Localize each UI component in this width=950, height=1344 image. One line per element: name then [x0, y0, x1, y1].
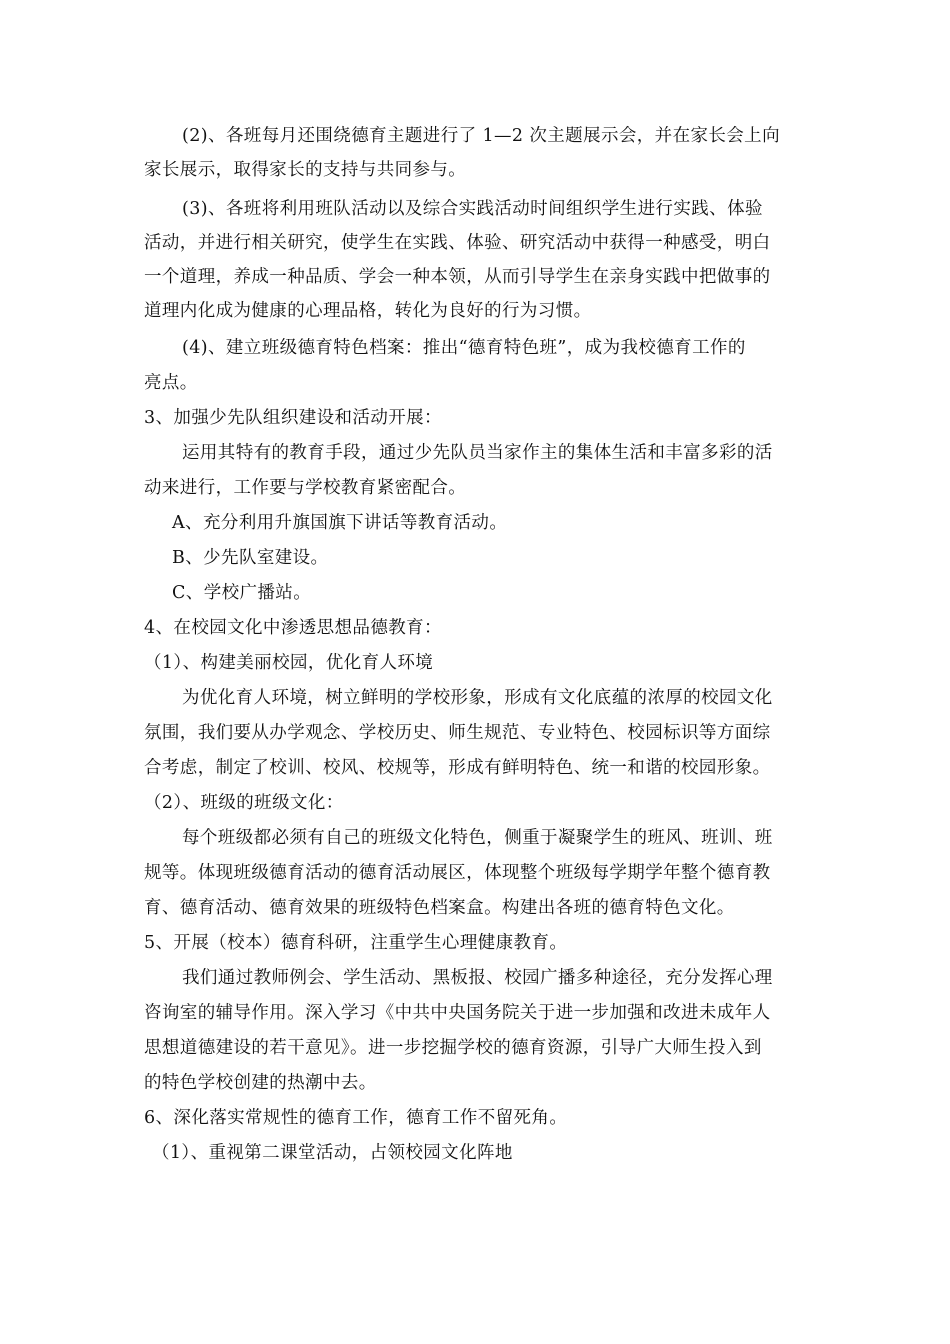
paragraph-line: (4)、建立班级德育特色档案：推出“德育特色班”，成为我校德育工作的 — [182, 338, 746, 358]
paragraph-line: 一个道理，养成一种品质、学会一种本领，从而引导学生在亲身实践中把做事的 — [144, 267, 771, 287]
paragraph-line: 氛围，我们要从办学观念、学校历史、师生规范、专业特色、校园标识等方面综 — [144, 723, 771, 743]
paragraph-line: 道理内化成为健康的心理品格，转化为良好的行为习惯。 — [144, 301, 592, 321]
section-heading: 6、深化落实常规性的德育工作，德育工作不留死角。 — [144, 1108, 568, 1128]
paragraph-line: 运用其特有的教育手段，通过少先队员当家作主的集体生活和丰富多彩的活 — [182, 443, 773, 463]
paragraph-line: 咨询室的辅导作用。深入学习《中共中央国务院关于进一步加强和改进未成年人 — [144, 1003, 771, 1023]
paragraph-line: 育、德育活动、德育效果的班级特色档案盒。构建出各班的德育特色文化。 — [144, 898, 735, 918]
section-heading: 5、开展（校本）德育科研，注重学生心理健康教育。 — [144, 933, 568, 953]
paragraph-line: 我们通过教师例会、学生活动、黑板报、校园广播多种途径，充分发挥心理 — [182, 968, 773, 988]
paragraph-line: 活动，并进行相关研究，使学生在实践、体验、研究活动中获得一种感受，明白 — [144, 233, 771, 253]
paragraph-line: 每个班级都必须有自己的班级文化特色，侧重于凝聚学生的班风、班训、班 — [182, 828, 773, 848]
paragraph-line: 亮点。 — [144, 373, 198, 393]
paragraph-line: (2)、各班每月还围绕德育主题进行了 1—2 次主题展示会，并在家长会上向 — [182, 126, 780, 146]
paragraph-line: 动来进行，工作要与学校教育紧密配合。 — [144, 478, 467, 498]
list-item: C、学校广播站。 — [172, 583, 312, 603]
paragraph-line: 思想道德建设的若干意见》。进一步挖掘学校的德育资源，引导广大师生投入到 — [144, 1038, 762, 1058]
subsection-heading: （2）、班级的班级文化： — [144, 793, 344, 813]
paragraph-line: 的特色学校创建的热潮中去。 — [144, 1073, 377, 1093]
section-heading: 4、在校园文化中渗透思想品德教育： — [144, 618, 442, 638]
paragraph-line: 合考虑，制定了校训、校风、校规等，形成有鲜明特色、统一和谐的校园形象。 — [144, 758, 771, 778]
subsection-heading: （1）、重视第二课堂活动，占领校园文化阵地 — [152, 1143, 513, 1163]
section-heading: 3、加强少先队组织建设和活动开展： — [144, 408, 442, 428]
list-item: B、少先队室建设。 — [172, 548, 329, 568]
paragraph-line: 家长展示，取得家长的支持与共同参与。 — [144, 160, 467, 180]
paragraph-line: 规等。体现班级德育活动的德育活动展区，体现整个班级每学期学年整个德育教 — [144, 863, 771, 883]
paragraph-line: (3)、各班将利用班队活动以及综合实践活动时间组织学生进行实践、体验 — [182, 199, 763, 219]
list-item: A、充分利用升旗国旗下讲话等教育活动。 — [172, 513, 508, 533]
subsection-heading: （1）、构建美丽校园，优化育人环境 — [144, 653, 434, 673]
paragraph-line: 为优化育人环境，树立鲜明的学校形象，形成有文化底蕴的浓厚的校园文化 — [182, 688, 773, 708]
